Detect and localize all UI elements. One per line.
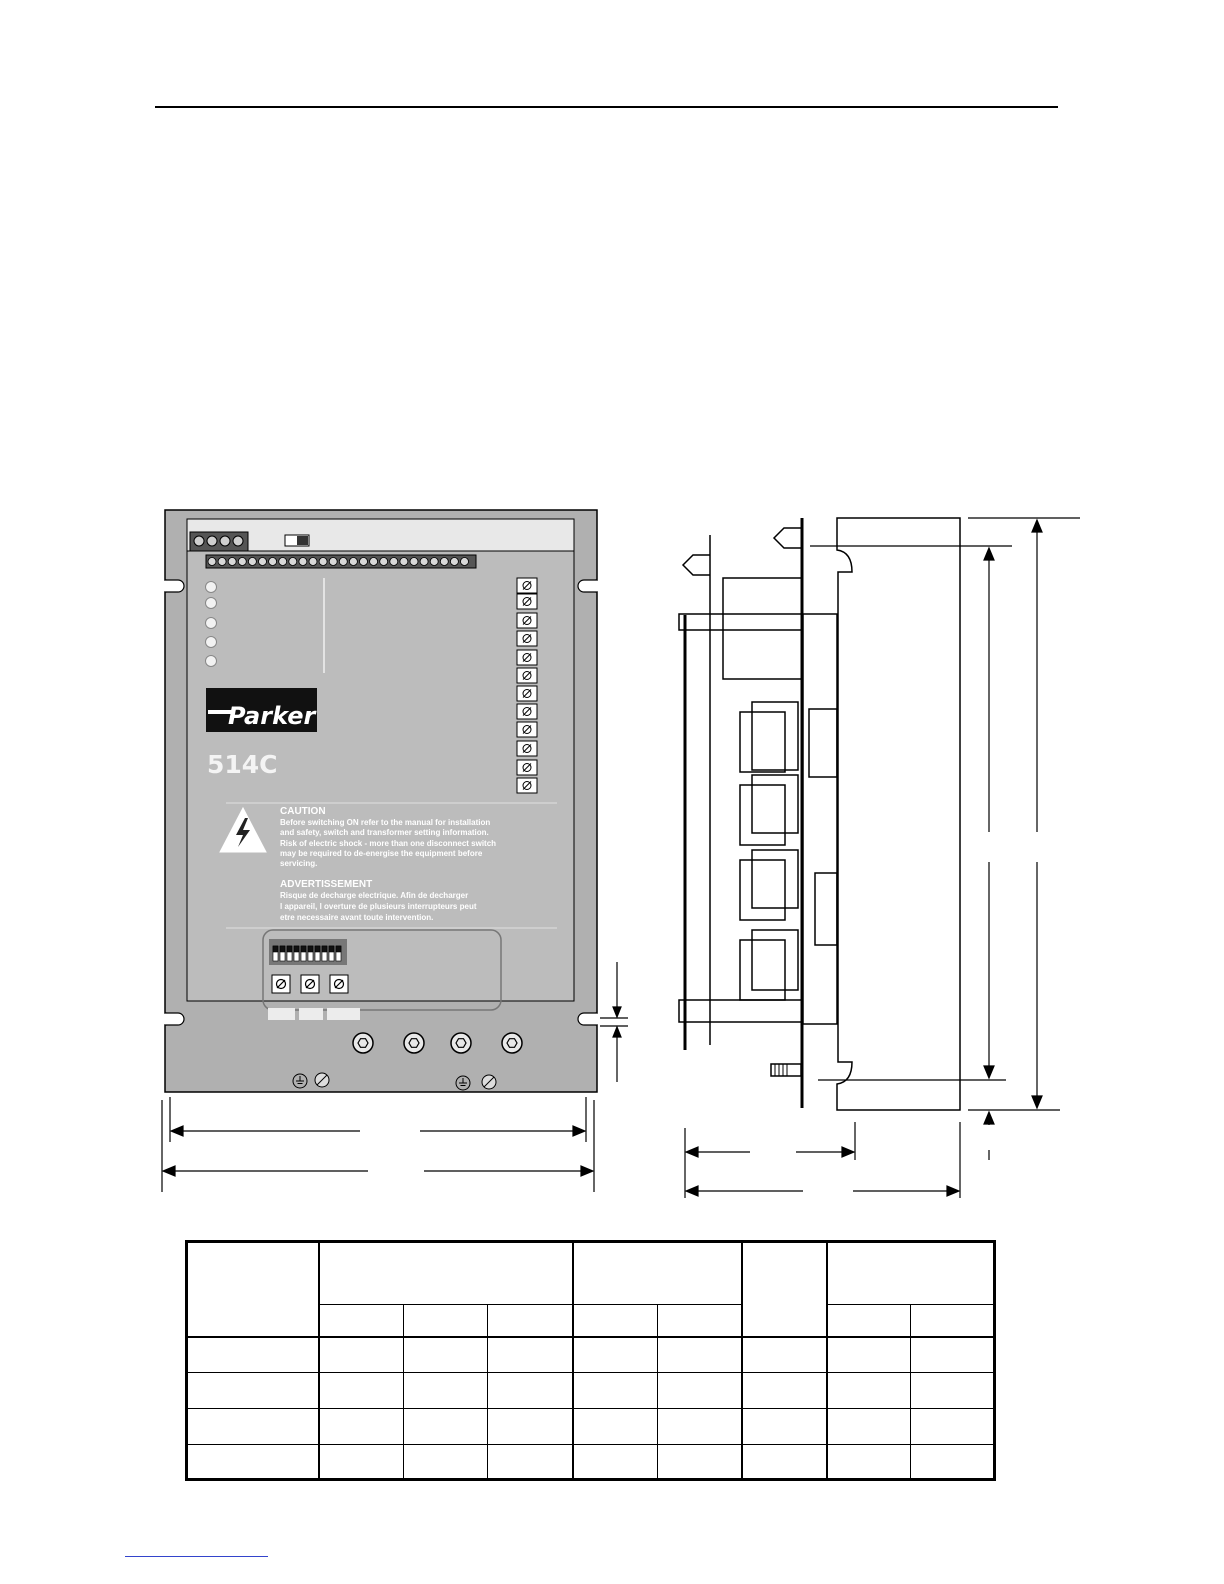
- connector-4: [740, 940, 785, 1000]
- control-terminal-screw: [390, 558, 398, 566]
- control-terminal-screw: [299, 558, 307, 566]
- control-terminal-screw: [259, 558, 267, 566]
- connector-2: [740, 785, 785, 845]
- table-header-cell: [187, 1242, 319, 1337]
- caution-line: Risk of electric shock - more than one disconnect switch: [280, 839, 497, 848]
- front-view-drawing: [150, 500, 630, 1200]
- caution-title: CAUTION: [280, 806, 326, 817]
- control-terminal-screw: [238, 558, 246, 566]
- control-terminal-screw: [218, 558, 226, 566]
- control-terminal-screw: [461, 558, 469, 566]
- table-row: [187, 1337, 995, 1373]
- standoff-bottom: [679, 1000, 802, 1022]
- mounting-tab-top: [774, 528, 802, 548]
- control-terminal-screw: [248, 558, 256, 566]
- control-terminal-screw: [279, 558, 287, 566]
- parker-logo: [206, 688, 317, 732]
- connector-1: [740, 712, 785, 772]
- table-header-cell: [827, 1242, 995, 1305]
- table-header-cell: [404, 1305, 488, 1337]
- table-row: [187, 1445, 995, 1480]
- control-terminal-screw: [329, 558, 337, 566]
- control-terminal-screw: [349, 558, 357, 566]
- table-row: [187, 1409, 995, 1445]
- control-terminal-screw: [450, 558, 458, 566]
- control-terminal-screw: [309, 558, 317, 566]
- table-header-cell: [658, 1305, 742, 1337]
- caution-line: may be required to de-energise the equipment before: [280, 849, 483, 858]
- keyhole-slot-br: [578, 1013, 597, 1025]
- side-view-drawing: [660, 500, 1090, 1210]
- table-header-cell: [319, 1305, 404, 1337]
- keyhole-slot-bl: [165, 1013, 184, 1025]
- earth-bolt-thread: [775, 1064, 787, 1076]
- pot-label-tabs: [268, 1008, 360, 1020]
- keyhole-slot-tr: [578, 580, 597, 592]
- control-terminal-screw: [440, 558, 448, 566]
- caution-line: servicing.: [280, 859, 318, 868]
- control-terminal-screw: [400, 558, 408, 566]
- control-terminal-screw: [370, 558, 378, 566]
- control-terminal-screw: [420, 558, 428, 566]
- control-terminal-screw: [269, 558, 277, 566]
- header-rule: [155, 106, 1058, 108]
- advertissement-title: ADVERTISSEMENT: [280, 879, 373, 890]
- control-terminal-screw: [430, 558, 438, 566]
- control-terminal-screw: [339, 558, 347, 566]
- keyhole-slot-tl: [165, 580, 184, 592]
- standoff-top: [679, 614, 802, 630]
- dimensions-table: [185, 1240, 996, 1481]
- table-header-row: [187, 1242, 995, 1305]
- table-header-cell: [488, 1305, 573, 1337]
- caution-line: Before switching ON refer to the manual for installation: [280, 818, 491, 827]
- connector-3: [740, 860, 785, 920]
- control-terminal-screw: [380, 558, 388, 566]
- control-terminal-screw: [208, 558, 216, 566]
- advertissement-line: etre necessaire avant toute intervention.: [280, 913, 434, 922]
- advertissement-line: l appareil, l overture de plusieurs interrupteurs peut: [280, 902, 477, 911]
- table-header-cell: [827, 1305, 911, 1337]
- table-header-cell: [573, 1305, 658, 1337]
- model-number: 514C: [207, 750, 278, 779]
- control-terminal-screw: [289, 558, 297, 566]
- caution-line: and safety, switch and transformer setting information.: [280, 828, 489, 837]
- control-board-box: [723, 578, 802, 679]
- control-terminal-screw: [228, 558, 236, 566]
- control-terminal-screw: [360, 558, 368, 566]
- table-row: [187, 1373, 995, 1409]
- brand-name: Parker: [228, 702, 316, 730]
- table-header-cell: [573, 1242, 742, 1305]
- control-terminal-screw: [410, 558, 418, 566]
- table-header-cell: [911, 1305, 995, 1337]
- footer-link-underline[interactable]: [125, 1556, 268, 1557]
- advertissement-line: Risque de decharge electrique. Afin de decharger: [280, 891, 469, 900]
- table-header-cell: [319, 1242, 573, 1305]
- heatsink-body: [837, 518, 960, 1110]
- table-header-cell: [742, 1242, 827, 1337]
- control-terminal-screw: [319, 558, 327, 566]
